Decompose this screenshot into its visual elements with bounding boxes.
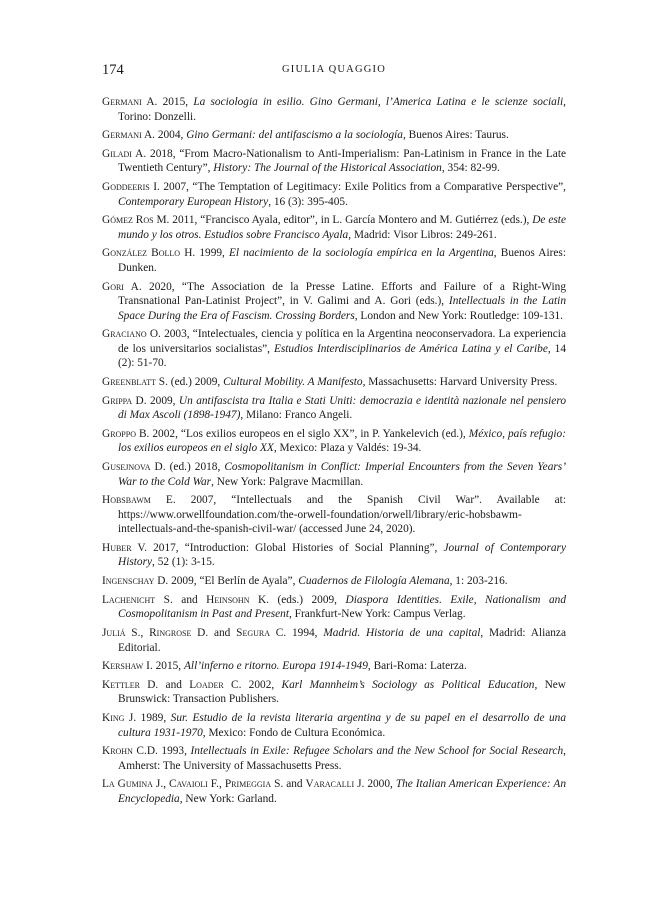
reference-entry bbox=[102, 280, 566, 324]
reference-entry bbox=[102, 541, 566, 570]
reference-text: , New York: Garland. bbox=[179, 792, 277, 805]
reference-text: , 16 (3): 395-405. bbox=[268, 195, 348, 208]
reference-title: Un antifascista tra Italia e Stati Uniti: democrazia e identità nazionale nel pensiero di Max Ascoli (1898-1947) bbox=[118, 394, 566, 422]
reference-text: , Mexico: Fondo de Cultura Económica. bbox=[202, 726, 386, 739]
reference-list bbox=[102, 95, 566, 811]
reference-title: Cultural Mobility. A Manifesto bbox=[223, 376, 363, 388]
reference-text: , Massachusetts: Harvard University Press. bbox=[362, 376, 558, 388]
reference-entry bbox=[102, 626, 566, 655]
reference-text: , bbox=[140, 627, 150, 639]
reference-title: Karl Mannheim’s Sociology as Political Education bbox=[281, 678, 535, 691]
reference-entry bbox=[102, 777, 566, 806]
reference-text: , 354: 82-99. bbox=[441, 162, 500, 175]
reference-title: Cuadernos de Filología Alemana bbox=[298, 575, 450, 588]
reference-text: (ed.) 2009, bbox=[167, 376, 224, 388]
reference-text: , Madrid: Visor Libros: 249-261. bbox=[348, 228, 497, 241]
reference-title: History: The Journal of the Historical Association bbox=[213, 162, 442, 175]
reference-text: 2020, “The Association de la Presse Latine. Efforts and Failure of a Right-Wing Transnational Pan-Latinist Project”, in V. Galimi and A. Gori (eds.), bbox=[118, 280, 566, 308]
reference-author: González Bollo H. bbox=[102, 247, 196, 260]
reference-text: and bbox=[158, 678, 190, 691]
reference-author: Krohn C.D. bbox=[102, 745, 158, 758]
reference-text: , London and New York: Routledge: 109-131. bbox=[354, 309, 564, 322]
reference-text: 1999, bbox=[195, 247, 229, 260]
reference-title: Intellectuals in the Latin Space During the Era of Fascism. Crossing Borders bbox=[118, 295, 566, 322]
reference-title: Diaspora Identities. Exile, Nationalism and Cosmopolitanism in Past and Present bbox=[118, 593, 567, 621]
reference-text: 2015, bbox=[152, 660, 184, 673]
reference-author: Greenblatt S. bbox=[102, 376, 168, 388]
reference-entry bbox=[102, 394, 566, 423]
reference-title: Cosmopolitanism in Conflict: Imperial Encounters from the Seven Years’ War to the Cold War bbox=[118, 461, 566, 488]
reference-text: , Milano: Franco Angeli. bbox=[240, 409, 353, 422]
reference-entry bbox=[102, 246, 566, 275]
reference-entry bbox=[102, 180, 566, 209]
reference-author: Kershaw I. bbox=[102, 660, 153, 673]
reference-text: , 1: 203-216. bbox=[449, 575, 508, 588]
reference-author: Gusejnova D. bbox=[102, 461, 166, 474]
reference-text: , bbox=[219, 778, 225, 791]
reference-author: Gori A. bbox=[102, 280, 142, 293]
running-head: GIULIA QUAGGIO bbox=[282, 64, 386, 75]
reference-author: Juliá S. bbox=[102, 627, 141, 639]
reference-author: Germani A. bbox=[102, 129, 155, 142]
reference-entry bbox=[102, 493, 566, 537]
reference-title: Sur. Estudio de la revista literaria argentina y de su papel en el desarrollo de una cultura 1931-1970 bbox=[118, 712, 566, 739]
reference-title: Contemporary European History bbox=[118, 195, 269, 208]
reference-text: 2002, “Los exilios europeos en el siglo XX”, in P. Yankelevich (ed.), bbox=[149, 427, 469, 440]
reference-text: , New Brunswick: Transaction Publishers. bbox=[118, 678, 567, 706]
reference-text: (eds.) 2009, bbox=[269, 593, 346, 606]
reference-text: , 14 (2): 51-70. bbox=[118, 342, 567, 370]
reference-text: 1989, bbox=[136, 712, 171, 725]
reference-author: Primeggia S. bbox=[224, 778, 284, 791]
reference-author: Segura C. bbox=[236, 627, 287, 639]
page-number: 174 bbox=[102, 62, 124, 78]
reference-entry bbox=[102, 744, 566, 773]
reference-entry bbox=[102, 427, 566, 456]
reference-entry bbox=[102, 460, 566, 489]
reference-text: , Amherst: The University of Massachusetts Press. bbox=[118, 745, 566, 772]
reference-text: 2009, bbox=[146, 394, 179, 407]
reference-text: 2011, “Francisco Ayala, editor”, in L. García Montero and M. Gutiérrez (eds.), bbox=[169, 214, 533, 227]
reference-text: 2009, “El Berlín de Ayala”, bbox=[168, 575, 299, 588]
reference-text: , Madrid: Alianza Editorial. bbox=[118, 627, 566, 654]
page-header bbox=[102, 62, 566, 82]
reference-entry bbox=[102, 574, 566, 589]
reference-text: , Mexico: Plaza y Valdés: 19-34. bbox=[273, 442, 422, 455]
reference-author: Loader C. bbox=[189, 678, 242, 691]
reference-author: King J. bbox=[102, 712, 137, 725]
reference-title: México, país refugio: los exilios europeos en el siglo XX bbox=[118, 427, 566, 455]
reference-author: Heinsohn K. bbox=[206, 593, 269, 606]
reference-text: 2003, “Intelectuales, ciencia y política en la Argentina neoconservadora. La experiencia de los universitarios socialistas”, bbox=[118, 328, 566, 355]
reference-entry bbox=[102, 593, 566, 622]
reference-title: El nacimiento de la sociología empírica en la Argentina bbox=[229, 247, 494, 260]
reference-author: Goddeeris I. bbox=[102, 181, 160, 194]
reference-text: and bbox=[283, 778, 306, 791]
reference-title: Intellectuals in Exile: Refugee Scholars and the New School for Social Research bbox=[190, 745, 564, 758]
reference-author: Ingenschay D. bbox=[102, 575, 169, 588]
reference-text: 2018, “From Macro-Nationalism to Anti-Imperialism: Pan-Latinism in France in the Late Twentieth Century”, bbox=[118, 147, 567, 175]
reference-text: 2000, bbox=[364, 778, 396, 791]
reference-author: Gómez Ros M. bbox=[102, 214, 170, 227]
reference-title: The Italian American Experience: An Encyclopedia bbox=[118, 778, 566, 805]
reference-text: , bbox=[163, 778, 169, 791]
reference-text: 1993, bbox=[157, 745, 191, 758]
reference-author: Graciano O. bbox=[102, 328, 161, 341]
reference-text: and bbox=[208, 627, 237, 639]
reference-text: 2002, bbox=[241, 678, 282, 691]
reference-title: De este mundo y los otros. Estudios sobre Francisco Ayala bbox=[118, 214, 566, 241]
reference-author: Germani A. bbox=[102, 96, 158, 108]
reference-text: , Frankfurt-New York: Campus Verlag. bbox=[289, 608, 466, 621]
reference-author: Huber V. bbox=[102, 541, 147, 554]
reference-text: 2007, “The Temptation of Legitimacy: Exile Politics from a Comparative Perspective”, bbox=[159, 181, 566, 194]
reference-author: Varacalli J. bbox=[305, 778, 365, 791]
reference-entry bbox=[102, 375, 566, 390]
reference-author: Grippa D. bbox=[102, 394, 147, 407]
reference-text: , Torino: Donzelli. bbox=[118, 96, 566, 123]
reference-author: Giladi A. bbox=[102, 147, 147, 160]
reference-entry bbox=[102, 213, 566, 242]
reference-entry bbox=[102, 147, 566, 176]
reference-text: 2007, “Intellectuals and the Spanish Civil War”. Available at: https://www.orwellfoundation.com/the-orwell-foundation/orwell/library/eric-hobsbawm-intellectuals-and-the-spanish-civil-war/ (accessed June 24, 2020). bbox=[118, 494, 566, 536]
reference-author: La Gumina J. bbox=[102, 778, 164, 791]
reference-text: and bbox=[172, 593, 207, 606]
reference-title: Journal of Contemporary History bbox=[118, 541, 566, 569]
reference-author: Lachenicht S. bbox=[102, 593, 173, 606]
reference-entry bbox=[102, 711, 566, 740]
reference-author: Groppo B. bbox=[102, 427, 150, 440]
reference-entry bbox=[102, 95, 566, 124]
reference-title: La sociologia in esilio. Gino Germani, l’America Latina e le scienze sociali bbox=[193, 96, 564, 108]
reference-author: Ringrose D. bbox=[149, 627, 209, 639]
reference-title: Gino Germani: del antifascismo a la sociología bbox=[186, 129, 403, 142]
reference-text: , Bari-Roma: Laterza. bbox=[367, 660, 467, 673]
reference-text: 2004, bbox=[155, 129, 187, 142]
reference-text: , New York: Palgrave Macmillan. bbox=[211, 475, 364, 488]
reference-entry bbox=[102, 327, 566, 371]
reference-author: Kettler D. bbox=[102, 678, 159, 691]
reference-author: Hobsbawm E. bbox=[102, 494, 176, 507]
reference-entry bbox=[102, 678, 566, 707]
reference-entry bbox=[102, 659, 566, 674]
reference-text: (ed.) 2018, bbox=[165, 461, 225, 474]
reference-entry bbox=[102, 128, 566, 143]
reference-title: Estudios Interdisciplinarios de América Latina y el Caribe bbox=[273, 342, 548, 355]
reference-text: 2015, bbox=[157, 96, 194, 108]
reference-author: Cavaioli F. bbox=[168, 778, 220, 791]
reference-text: , Buenos Aires: Dunken. bbox=[118, 247, 566, 274]
reference-text: 2017, “Introduction: Global Histories of Social Planning”, bbox=[147, 541, 444, 554]
reference-text: , Buenos Aires: Taurus. bbox=[402, 129, 509, 142]
reference-text: 1994, bbox=[286, 627, 324, 639]
reference-title: Madrid. Historia de una capital bbox=[323, 627, 481, 639]
reference-title: All’inferno e ritorno. Europa 1914-1949 bbox=[183, 660, 368, 673]
reference-text: , 52 (1): 3-15. bbox=[152, 556, 215, 569]
